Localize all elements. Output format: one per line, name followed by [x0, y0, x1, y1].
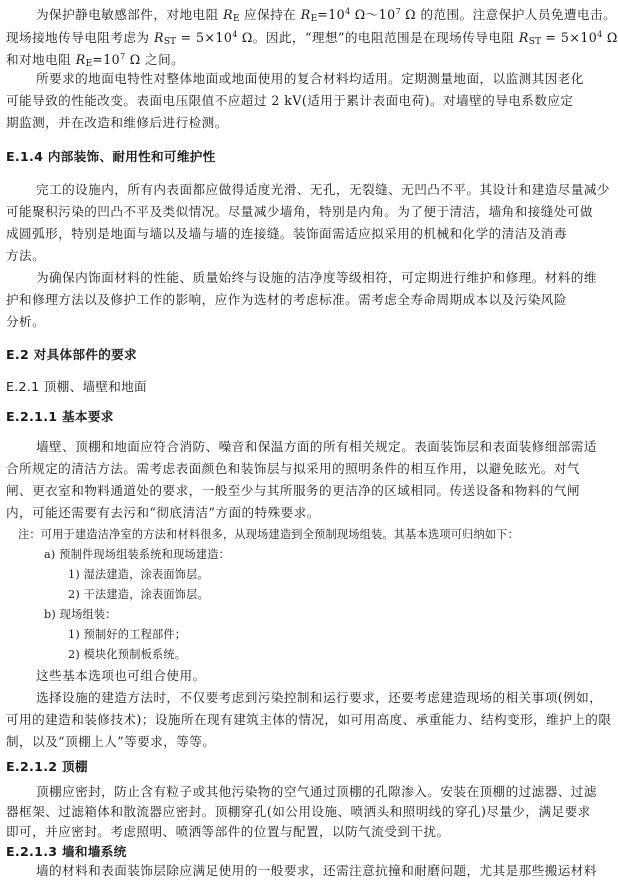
symbol: R — [75, 52, 86, 67]
text-line: 分析。 — [6, 314, 46, 329]
text-line: 完工的设施内，所有内表面都应做得适度光滑、无孔，无裂缝、无凹凸不平。其设计和建造尽量减少 — [36, 182, 610, 197]
superscript: 4 — [232, 30, 238, 39]
text-run: 现场接地传导电阻考虑为 — [6, 30, 154, 45]
symbol: R — [300, 7, 311, 22]
superscript: 4 — [597, 30, 603, 39]
note-line: 1) 湿法建造，涂表面饰层。 — [68, 568, 209, 581]
section-heading: E.2 对具体部件的要求 — [6, 347, 137, 362]
text-run: Ω — [602, 30, 618, 45]
section-heading: E.2.1.3 墙和墙系统 — [6, 844, 127, 859]
subscript: ST — [528, 37, 541, 47]
section-heading: E.2.1.1 基本要求 — [6, 409, 114, 424]
symbol: R — [153, 30, 164, 45]
text-run: 和对地电阻 — [6, 52, 76, 67]
text-line: 选择设施的建造方法时，不仅要考虑到污染控制和运行要求，还要考虑建造现场的相关事项(例如， — [36, 690, 603, 705]
note-line: 注：可用于建造洁净室的方法和材料很多，从现场建造到全预制现场组装。其基本选项可归纳如下： — [18, 528, 520, 541]
note-line: 2) 干法建造，涂表面饰层。 — [68, 588, 209, 601]
text-line — [36, 3, 616, 28]
section-heading: E.2.1 顶棚、墙壁和地面 — [6, 379, 147, 394]
text-run: =10 — [92, 52, 121, 67]
note-line: a) 预制件现场组装系统和现场建造： — [44, 548, 231, 561]
text-line: 制，以及“顶棚上人”等要求，等等。 — [6, 734, 216, 749]
text-line: 可用的建造和装修技术)；设施所在现有建筑主体的情况，如可用高度、承重能力、结构变形，维护上的限 — [6, 712, 612, 727]
text-run: Ω 的范围。注意保护人员免遭电击。 — [400, 7, 617, 22]
text-line: 器框架、过滤箱体和散流器应密封。顶棚穿孔(如公用设施、喷洒头和照明线的穿孔)尽量少，满足要求 — [6, 804, 591, 819]
text-run: = 5×10 — [540, 30, 598, 45]
text-run: Ω～10 — [350, 7, 396, 22]
text-run: = 5×10 — [176, 30, 233, 45]
symbol: R — [223, 7, 234, 22]
text-line: 为确保内饰面材料的性能、质量始终与设施的洁净度等级相符，可定期进行维护和修理。材料的维 — [36, 270, 597, 285]
note-line: 1) 预制好的工程部件； — [68, 628, 187, 641]
subscript: ST — [163, 37, 177, 47]
text-run: 应保持在 — [239, 7, 301, 22]
text-line: 护和修理方法以及修护工作的影响，应作为选材的考虑标准。需考虑全寿命周期成本以及污染风险 — [6, 292, 567, 307]
superscript: 4 — [345, 7, 351, 16]
superscript: 7 — [120, 52, 126, 61]
text-line: 可能导致的性能改变。表面电压限值不应超过 2 kV(适用于累计表面电荷)。对墙壁的导电系数应定 — [6, 93, 574, 108]
note-line: 2) 模块化预制板系统。 — [68, 648, 187, 661]
subscript: E — [310, 14, 318, 24]
superscript: 7 — [395, 7, 401, 16]
text-line: 这些基本选项也可组合使用。 — [36, 668, 206, 683]
text-line: 即可，并应密封。考虑照明、喷洒等部件的位置与配置，以防气流受到干扰。 — [6, 824, 450, 839]
subscript: E — [233, 14, 240, 24]
text-line: 成圆弧形，特别是地面与墙以及墙与墙的连接缝。装饰面需适应拟采用的机械和化学的清洁及消毒 — [6, 226, 567, 241]
text-line: 合所规定的清洁方法。需考虑表面颜色和装饰层与拟采用的照明条件的相互作用，以避免眩光。对气 — [6, 461, 580, 476]
text-line: 期监测，并在改造和维修后进行检测。 — [6, 115, 228, 130]
text-line: 所要求的地面电特性对整体地面或地面使用的复合材料均适用。定期测量地面，以监测其因老化 — [36, 71, 584, 86]
symbol: R — [518, 30, 529, 45]
text-run: Ω。因此，“理想”的电阻范围是在现场传导电阻 — [237, 30, 519, 45]
text-line: 内，可能还需要有去污和“彻底清洁”方面的特殊要求。 — [6, 505, 320, 520]
section-heading: E.1.4 内部装饰、耐用性和可维护性 — [6, 149, 216, 164]
text-line: 可能聚积污染的凹凸不平及类似情况。尽量减少墙角，特别是内角。为了便于清洁，墙角和接缝处可做 — [6, 204, 593, 219]
note-line: b) 现场组装： — [44, 608, 117, 621]
text-line: 闸、更衣室和物料通道处的要求，一般至少与其所服务的更洁净的区域相同。传送设备和物料的气闸 — [6, 483, 580, 498]
text-run: Ω 之间。 — [125, 52, 185, 67]
text-line: 墙壁、顶棚和地面应符合消防、噪音和保温方面的所有相关规定。表面装饰层和表面装修细部需适 — [36, 439, 597, 454]
section-heading: E.2.1.2 顶棚 — [6, 759, 88, 774]
text-run: =10 — [317, 7, 346, 22]
text-line: 墙的材料和表面装饰层除应满足使用的一般要求，还需注意抗撞和耐磨问题，尤其是那些搬运材料 — [36, 863, 597, 878]
text-line: 顶棚应密封，防止含有粒子或其他污染物的空气通过顶棚的孔隙渗入。安装在顶棚的过滤器、过滤 — [36, 784, 597, 799]
text-line: 方法。 — [6, 248, 46, 263]
subscript: E — [85, 59, 93, 69]
text-run: 为保护静电敏感部件，对地电阻 — [36, 7, 224, 22]
